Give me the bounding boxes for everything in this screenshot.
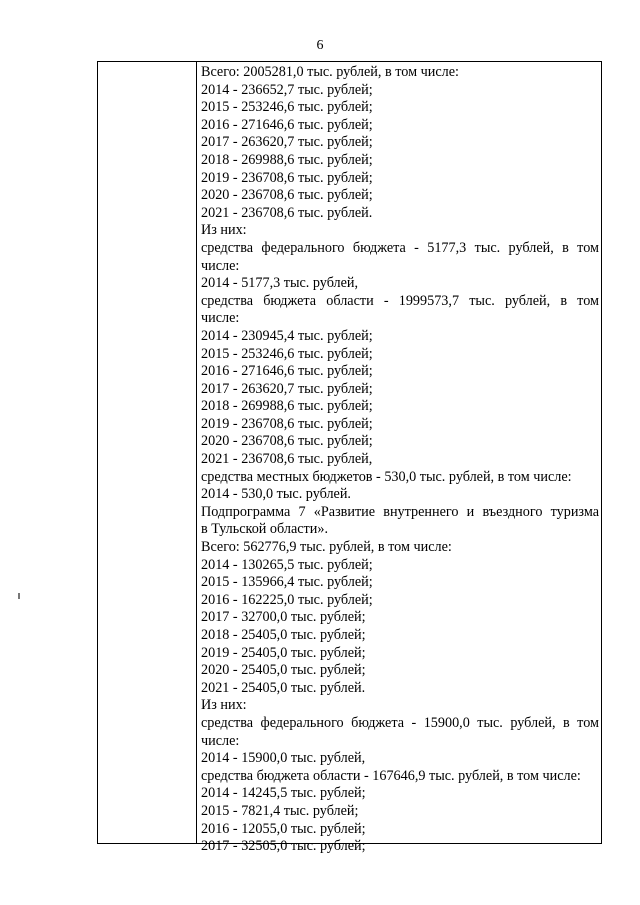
text-line: 2018 - 269988,6 тыс. рублей; bbox=[201, 151, 373, 168]
text-line: средства бюджета области - 1999573,7 тыс. рублей, в том bbox=[201, 292, 599, 309]
text-line: Всего: 562776,9 тыс. рублей, в том числе: bbox=[201, 539, 452, 556]
table-left-column bbox=[98, 62, 197, 843]
table-right-column bbox=[201, 64, 599, 856]
text-line: в Тульской области». bbox=[201, 521, 328, 538]
text-line: 2014 - 530,0 тыс. рублей. bbox=[201, 486, 351, 503]
text-line: 2014 - 15900,0 тыс. рублей, bbox=[201, 750, 366, 767]
text-line: 2014 - 5177,3 тыс. рублей, bbox=[201, 275, 359, 292]
text-line: 2021 - 25405,0 тыс. рублей. bbox=[201, 679, 366, 696]
text-line: средства федерального бюджета - 5177,3 тыс. рублей, в том bbox=[201, 239, 599, 256]
text-line: 2015 - 7821,4 тыс. рублей; bbox=[201, 802, 359, 819]
table-frame bbox=[97, 61, 602, 855]
text-line: 2016 - 271646,6 тыс. рублей; bbox=[201, 116, 373, 133]
text-line: 2014 - 130265,5 тыс. рублей; bbox=[201, 556, 373, 573]
text-line: Всего: 2005281,0 тыс. рублей, в том числе: bbox=[201, 64, 459, 80]
text-line: числе: bbox=[201, 257, 240, 274]
text-line: 2021 - 236708,6 тыс. рублей, bbox=[201, 451, 373, 468]
text-line: средства местных бюджетов - 530,0 тыс. рублей, в том числе: bbox=[201, 468, 572, 485]
text-line: средства федерального бюджета - 15900,0 тыс. рублей, в том bbox=[201, 714, 599, 731]
page-number: 6 bbox=[316, 38, 324, 53]
text-line: 2020 - 236708,6 тыс. рублей; bbox=[201, 187, 373, 204]
text-line: 2015 - 253246,6 тыс. рублей; bbox=[201, 99, 373, 116]
text-line: 2019 - 236708,6 тыс. рублей; bbox=[201, 415, 373, 432]
text-line: 2014 - 236652,7 тыс. рублей; bbox=[201, 81, 373, 98]
text-line: 2020 - 236708,6 тыс. рублей; bbox=[201, 433, 373, 450]
text-line: 2014 - 230945,4 тыс. рублей; bbox=[201, 327, 373, 344]
text-line: 2015 - 253246,6 тыс. рублей; bbox=[201, 345, 373, 362]
text-line: 2016 - 271646,6 тыс. рублей; bbox=[201, 363, 373, 380]
text-line: средства бюджета области - 167646,9 тыс. рублей, в том числе: bbox=[201, 767, 581, 784]
text-line: 2014 - 14245,5 тыс. рублей; bbox=[201, 785, 366, 802]
margin-mark bbox=[18, 593, 20, 599]
text-line: 2017 - 263620,7 тыс. рублей; bbox=[201, 380, 373, 397]
text-line: 2020 - 25405,0 тыс. рублей; bbox=[201, 662, 366, 679]
text-line: 2019 - 25405,0 тыс. рублей; bbox=[201, 644, 366, 661]
text-line: 2017 - 32505,0 тыс. рублей; bbox=[201, 838, 366, 855]
text-line: 2018 - 269988,6 тыс. рублей; bbox=[201, 398, 373, 415]
text-line: 2015 - 135966,4 тыс. рублей; bbox=[201, 574, 373, 591]
text-line: 2017 - 263620,7 тыс. рублей; bbox=[201, 134, 373, 151]
text-line: Подпрограмма 7 «Развитие внутреннего и въездного туризма bbox=[201, 503, 599, 520]
text-line: числе: bbox=[201, 310, 240, 327]
text-line: Из них: bbox=[201, 697, 247, 714]
text-line: 2016 - 162225,0 тыс. рублей; bbox=[201, 591, 373, 608]
text-line: 2018 - 25405,0 тыс. рублей; bbox=[201, 627, 366, 643]
text-line: 2021 - 236708,6 тыс. рублей. bbox=[201, 204, 373, 221]
text-line: 2017 - 32700,0 тыс. рублей; bbox=[201, 609, 366, 626]
text-line: числе: bbox=[201, 732, 240, 749]
text-line: Из них: bbox=[201, 222, 247, 239]
text-line: 2019 - 236708,6 тыс. рублей; bbox=[201, 169, 373, 186]
text-line: 2016 - 12055,0 тыс. рублей; bbox=[201, 820, 366, 837]
